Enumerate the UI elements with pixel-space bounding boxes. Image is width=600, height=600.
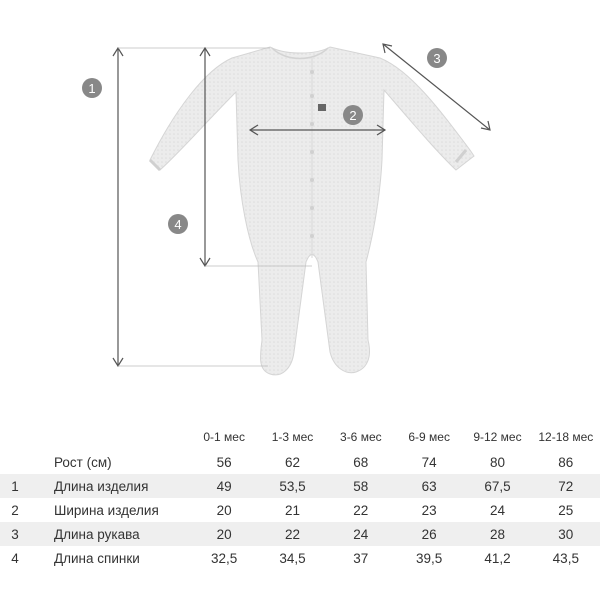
table-row xyxy=(0,450,600,474)
size-column-header: 1-3 мес xyxy=(271,430,314,444)
row-value: 80 xyxy=(489,454,505,470)
row-name: Длина спинки xyxy=(54,550,140,566)
size-column-header: 0-1 мес xyxy=(203,430,245,444)
svg-text:1: 1 xyxy=(88,81,96,96)
row-value: 28 xyxy=(463,522,531,546)
row-index: 2 xyxy=(11,502,19,518)
table-row xyxy=(0,474,600,498)
row-value: 21 xyxy=(284,502,300,518)
measurement-badge-1 xyxy=(82,78,102,98)
row-value: 39,5 xyxy=(416,550,443,566)
row-name: Рост (см) xyxy=(54,454,112,470)
row-index: 3 xyxy=(0,522,30,546)
row-value: 23 xyxy=(421,502,437,518)
row-value: 24 xyxy=(327,522,395,546)
row-value: 58 xyxy=(327,474,395,498)
table-row xyxy=(0,498,600,522)
measurement-badge-2 xyxy=(343,105,363,125)
header-index-cell xyxy=(0,424,30,450)
row-value: 34,5 xyxy=(279,550,306,566)
size-column-header: 12-18 мес xyxy=(538,430,594,444)
size-column-header: 6-9 мес xyxy=(408,430,450,444)
row-name: Длина изделия xyxy=(30,474,190,498)
row-value: 74 xyxy=(421,454,437,470)
row-value: 43,5 xyxy=(552,550,579,566)
measurement-badge-4 xyxy=(168,214,188,234)
size-table xyxy=(0,424,600,570)
table-row xyxy=(0,522,600,546)
row-value: 72 xyxy=(532,474,600,498)
row-value: 49 xyxy=(190,474,258,498)
measurement-badge-3 xyxy=(427,48,447,68)
row-value: 25 xyxy=(558,502,574,518)
row-index: 4 xyxy=(11,550,19,566)
row-value: 24 xyxy=(489,502,505,518)
row-value: 22 xyxy=(258,522,326,546)
row-name: Ширина изделия xyxy=(54,502,159,518)
row-value: 63 xyxy=(395,474,463,498)
row-value: 20 xyxy=(216,502,232,518)
row-value: 37 xyxy=(353,550,369,566)
row-value: 32,5 xyxy=(211,550,238,566)
row-value: 62 xyxy=(284,454,300,470)
row-value: 22 xyxy=(353,502,369,518)
row-value: 30 xyxy=(532,522,600,546)
label-tag xyxy=(318,104,326,111)
row-value: 26 xyxy=(395,522,463,546)
size-header-row xyxy=(0,424,600,450)
row-value: 67,5 xyxy=(463,474,531,498)
row-value: 20 xyxy=(190,522,258,546)
row-value: 56 xyxy=(216,454,232,470)
row-value: 41,2 xyxy=(484,550,511,566)
svg-text:3: 3 xyxy=(433,51,441,66)
size-column-header: 3-6 мес xyxy=(340,430,382,444)
header-name-cell xyxy=(30,424,190,450)
size-column-header: 9-12 мес xyxy=(473,430,522,444)
svg-text:2: 2 xyxy=(349,108,357,123)
svg-text:4: 4 xyxy=(174,217,182,232)
row-value: 68 xyxy=(353,454,369,470)
table-row xyxy=(0,546,600,570)
row-value: 53,5 xyxy=(258,474,326,498)
row-index xyxy=(0,450,30,474)
row-name: Длина рукава xyxy=(30,522,190,546)
row-value: 86 xyxy=(558,454,574,470)
sleepsuit-illustration xyxy=(150,47,474,375)
row-index: 1 xyxy=(0,474,30,498)
